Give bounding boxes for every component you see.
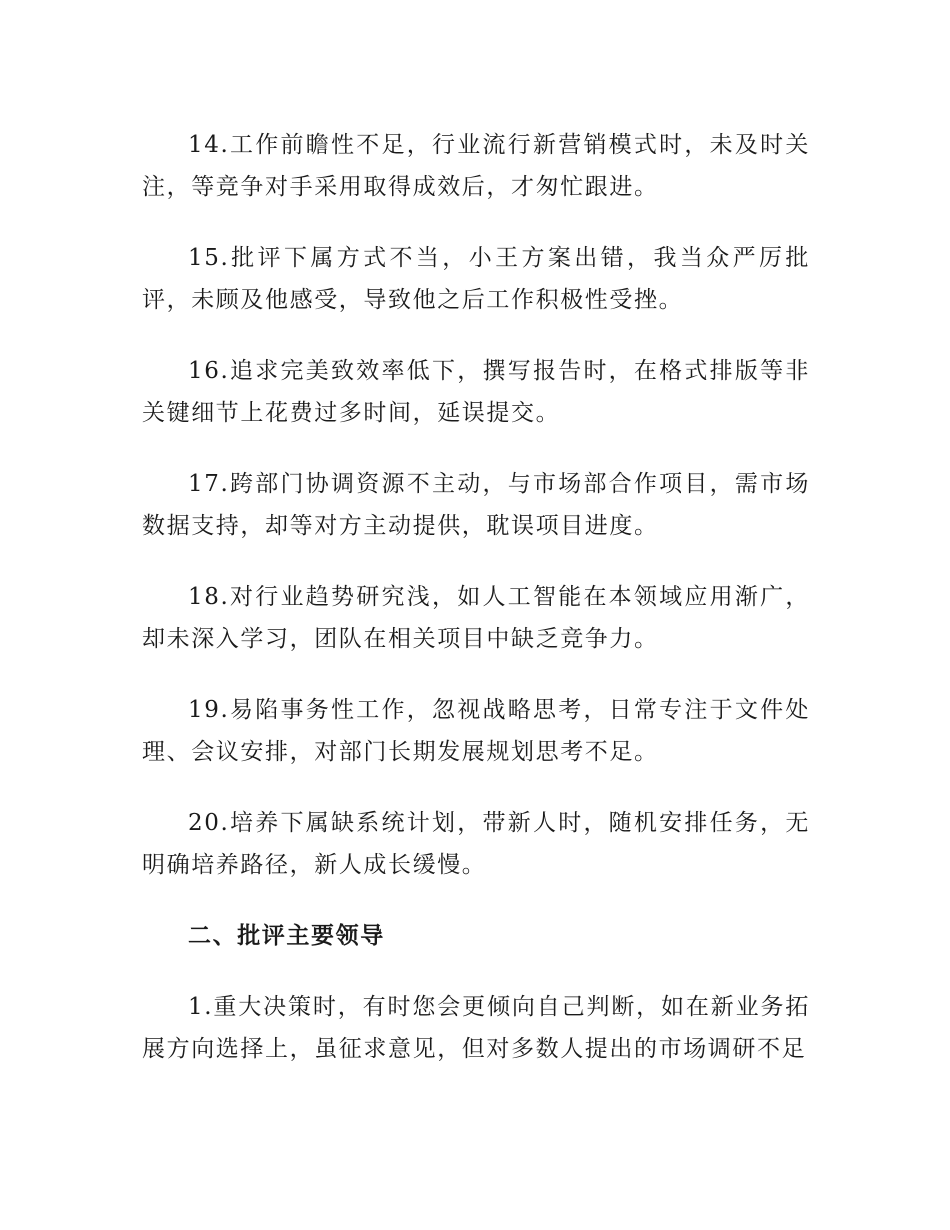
item-number: 15. (188, 245, 230, 271)
list-item (142, 124, 810, 208)
list-item (142, 237, 810, 321)
item-text: 工作前瞻性不足，行业流行新营销模式时，未及时关注，等竞争对手采用取得成效后，才匆忙跟进。 (142, 132, 810, 200)
list-item (142, 986, 810, 1070)
section-heading: 二、批评主要领导 (188, 923, 385, 949)
item-text: 重大决策时，有时您会更倾向自己判断，如在新业务拓展方向选择上，虽征求意见，但对多数人提出的市场调研不足 (142, 994, 810, 1062)
list-item (142, 463, 810, 547)
item-number: 1. (188, 994, 214, 1020)
item-text: 跨部门协调资源不主动，与市场部合作项目，需市场数据支持，却等对方主动提供，耽误项目进度。 (142, 471, 810, 539)
list-item (142, 350, 810, 434)
item-number: 20. (188, 810, 230, 836)
item-text: 批评下属方式不当，小王方案出错，我当众严厉批评，未顾及他感受，导致他之后工作积极性受挫。 (142, 245, 810, 313)
item-number: 19. (188, 697, 230, 723)
item-text: 易陷事务性工作，忽视战略思考，日常专注于文件处理、会议安排，对部门长期发展规划思考不足。 (142, 697, 810, 765)
list-item (142, 576, 810, 660)
list-item (142, 802, 810, 886)
item-text: 追求完美致效率低下，撰写报告时，在格式排版等非关键细节上花费过多时间，延误提交。 (142, 358, 810, 426)
item-number: 18. (188, 584, 230, 610)
item-text: 培养下属缺系统计划，带新人时，随机安排任务，无明确培养路径，新人成长缓慢。 (142, 810, 810, 878)
item-number: 17. (188, 471, 230, 497)
item-text: 对行业趋势研究浅，如人工智能在本领域应用渐广，却未深入学习，团队在相关项目中缺乏竞争力。 (142, 584, 810, 652)
list-item (142, 689, 810, 773)
item-number: 16. (188, 358, 230, 384)
document-body (142, 124, 810, 1099)
item-number: 14. (188, 132, 230, 158)
